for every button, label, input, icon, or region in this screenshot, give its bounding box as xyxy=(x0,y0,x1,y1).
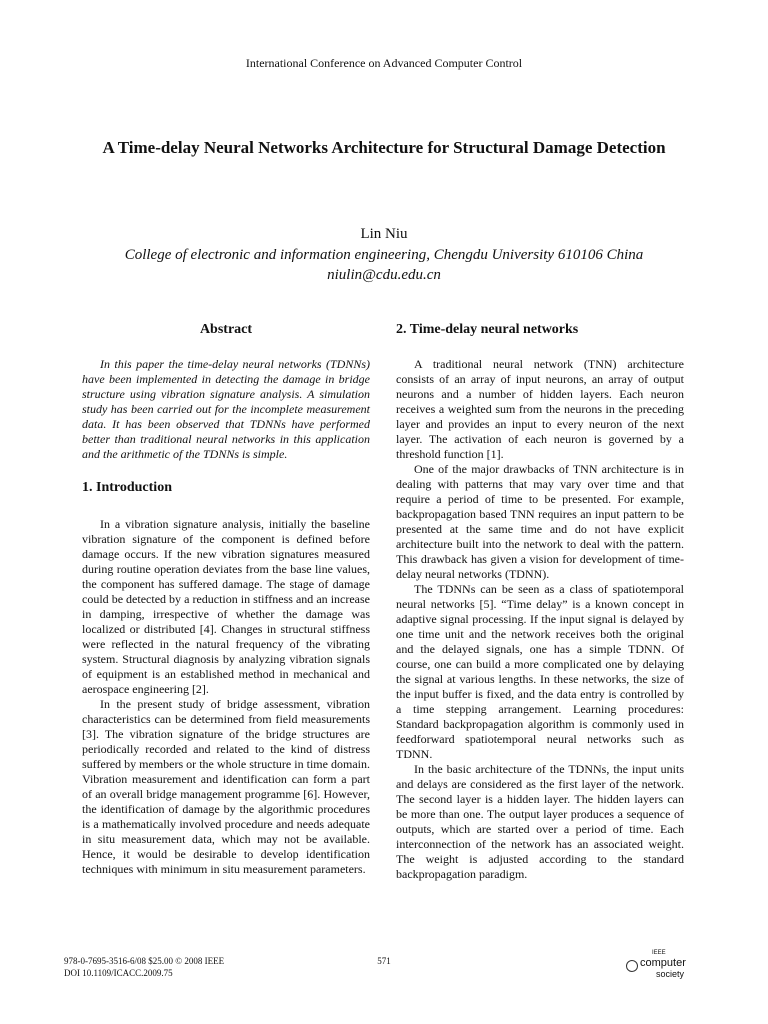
affiliation: College of electronic and information engineering, Chengdu University 610106 China xyxy=(124,247,644,263)
page-number: 571 xyxy=(377,956,391,966)
section-2-paragraph-2: One of the major drawbacks of TNN architecture is in dealing with patterns that may vary over time and that require a period of time to be presented. For example, backpropagation based TNN requires an input pattern to be presented at the same time and do not have explicit architecture built into the network to deal with the pattern. This drawback has given a vision for development of time-delay neural networks (TDNN). xyxy=(396,462,684,581)
ieee-computer-society-logo xyxy=(626,950,696,980)
logo-ieee-text: IEEE xyxy=(652,950,666,956)
logo-computer-text: computer xyxy=(640,957,686,969)
section-2-paragraph-3: The TDNNs can be seen as a class of spatiotemporal neural networks [5]. “Time delay” is a known concept in adaptive signal processing. If the input signal is delayed by one time unit and the network receives both the original and the delayed signals, one has a simple TDNN. Of course, one can build a more complicated one by delaying the signal at various lengths. In these networks, the size of the input buffer is fixed, and the data entry is controlled by a time stepping arrangement. Learning procedures: Standard backpropagation algorithm is commonly used in feedforward spatiotemporal neural networks such as TDNN. xyxy=(396,582,684,761)
logo-society-text: society xyxy=(656,969,685,979)
logo-mark-icon xyxy=(626,960,638,972)
right-column xyxy=(396,322,684,882)
section-2-paragraph-4: In the basic architecture of the TDNNs, the input units and delays are considered as the first layer of the network. The second layer is a hidden layer. The hidden layers can be more than one. The output layer produces a sequence of outputs, which are started over a period of time. Each interconnection of the network has an associated weight. The weight is adjusted according to the standard backpropagation paradigm. xyxy=(396,762,684,881)
intro-paragraph-2: In the present study of bridge assessment, vibration characteristics can be determined from field measurements [3]. The vibration signature of the bridge structures are periodically recorded and related to the kind of distress suffered by members or the whole structure in time domain. Vibration measurement and identification can form a part of an overall bridge management programme [6]. However, the identification of damage by the algorithmic procedures is a mathematically involved procedure and needs adequate in situ measurement data, which may not be available. Hence, it would be desirable to develop identification techniques with minimum in situ measurement parameters. xyxy=(82,697,370,876)
author-email: niulin@cdu.edu.cn xyxy=(327,267,441,283)
footer-isbn: 978-0-7695-3516-6/08 $25.00 © 2008 IEEE xyxy=(64,956,225,966)
section-2-heading: 2. Time-delay neural networks xyxy=(396,322,579,337)
section-2-paragraph-1: A traditional neural network (TNN) architecture consists of an array of input neurons, an array of output neurons and a number of hidden layers. Each neuron receives a weighted sum from the neurons in the preceding layer and provides an input to every neuron of the next layer. The activation of each neuron is governed by a threshold function [1]. xyxy=(396,357,684,461)
abstract-heading: Abstract xyxy=(199,322,253,337)
left-column xyxy=(82,322,370,877)
introduction-heading: 1. Introduction xyxy=(82,480,172,495)
intro-paragraph-1: In a vibration signature analysis, initially the baseline vibration signature of the component is defined before damage occurs. If the new vibration signatures measured during routine operation deviates from the base line values, the component has suffered damage. The stage of damage could be detected by a reduction in stiffness and an increase in damping, irrespective of whether the damage was localized or distributed [4]. Changes in structural stiffness were reflected in the natural frequency of the vibrating system. Structural diagnosis by analyzing vibration signals of equipment is an established method in mechanical and aerospace engineering [2]. xyxy=(82,517,370,696)
abstract-text: In this paper the time-delay neural networks (TDNNs) have been implemented in detecting the damage in bridge structure using vibration signature analysis. A simulation study has been carried out for the incomplete measurement data. It has been observed that TDNNs have performed better than traditional neural networks in this application and the arithmetic of the TDNNs is simple. xyxy=(82,357,370,461)
author-affiliation-block xyxy=(0,245,768,285)
conference-header: International Conference on Advanced Computer Control xyxy=(245,56,523,70)
paper-title: A Time-delay Neural Networks Architecture for Structural Damage Detection xyxy=(102,138,666,157)
footer-doi: DOI 10.1109/ICACC.2009.75 xyxy=(64,968,173,978)
author-name: Lin Niu xyxy=(360,226,408,242)
